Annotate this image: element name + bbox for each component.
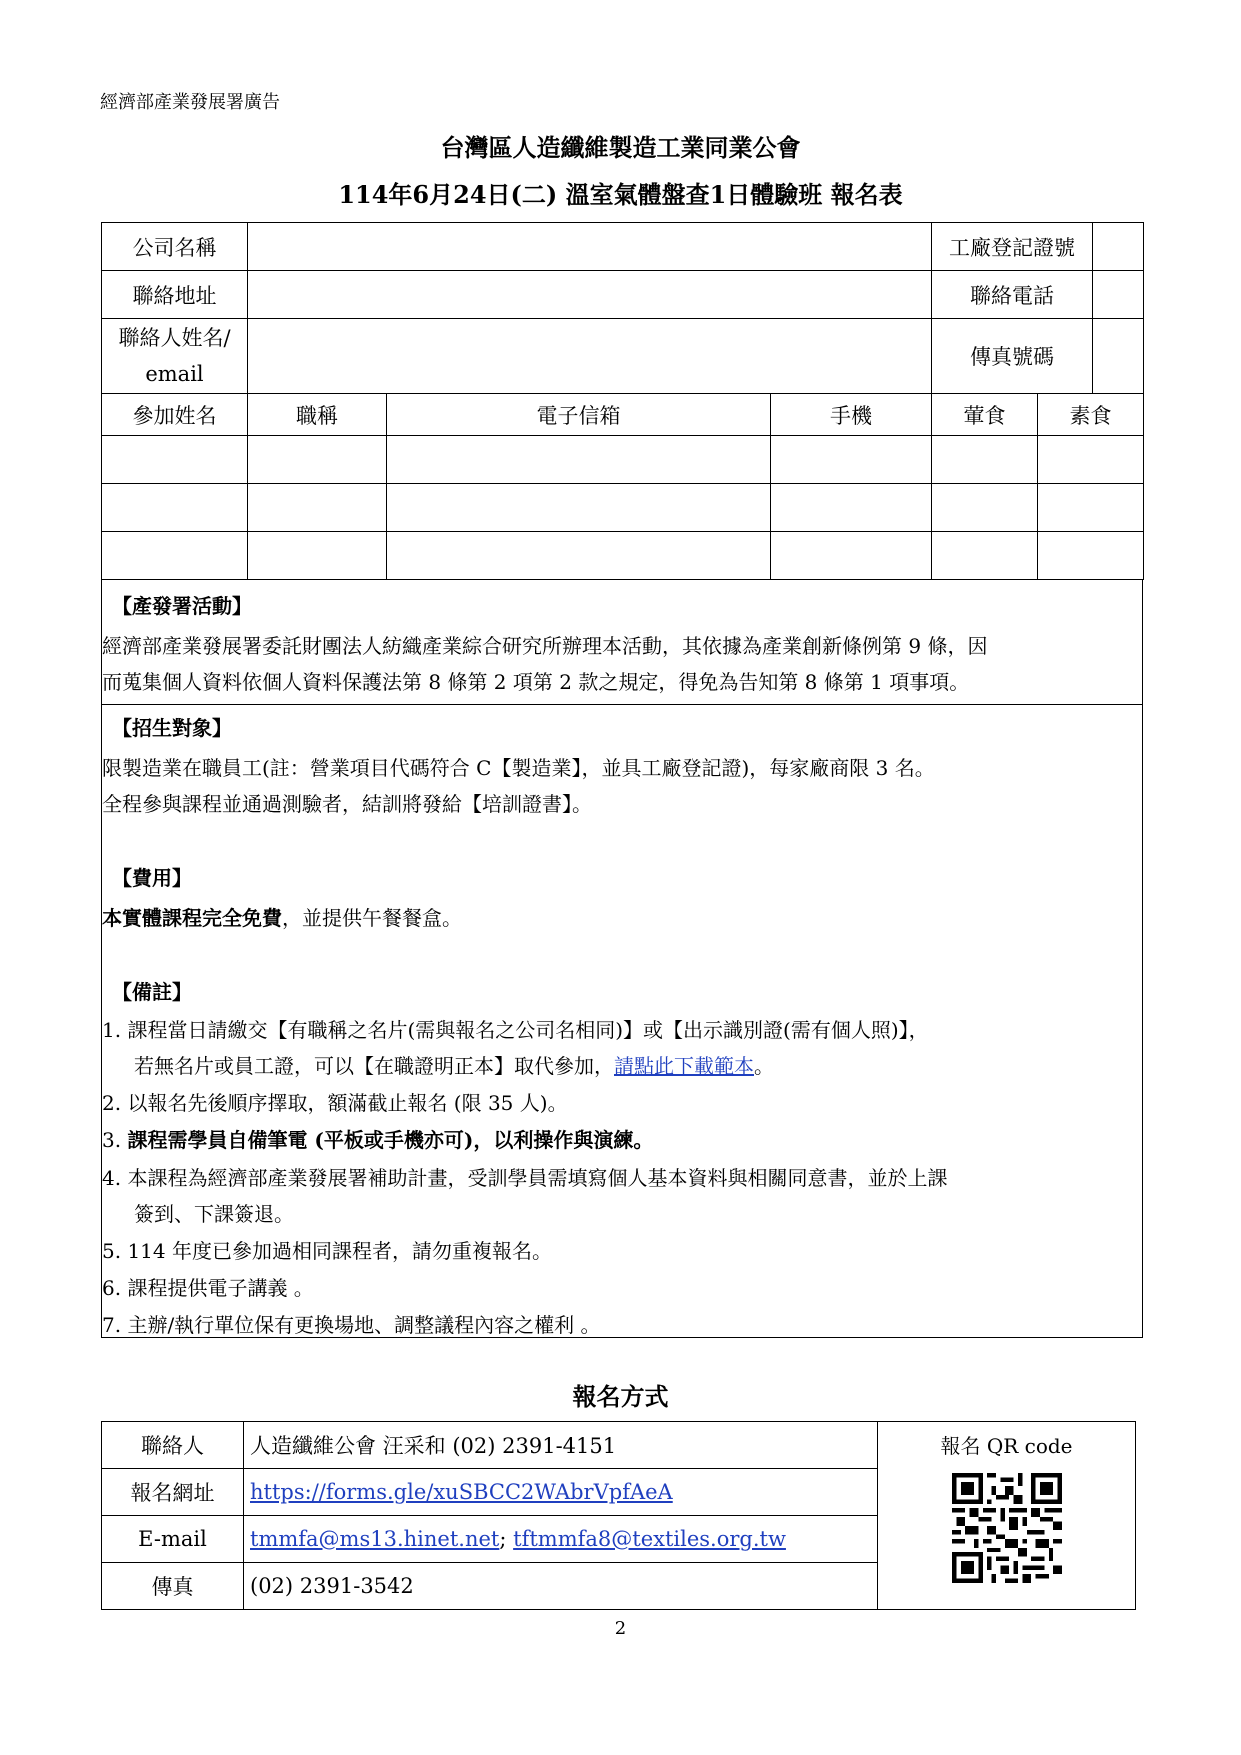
fax-label: 傳真號碼 (932, 319, 1093, 393)
page-number: 2 (614, 1618, 627, 1639)
participant-email-cell[interactable] (387, 532, 771, 580)
qr-code-label: 報名 QR code (940, 1434, 1073, 1458)
column-header-vegetarian-meal: 素食 (1038, 394, 1144, 436)
activity-text-line1: 經濟部產業發展署委託財團法人紡織產業綜合研究所辦理本活動，其依據為產業創新條例第 9 條，因 (102, 634, 988, 658)
participant-mobile-cell[interactable] (771, 484, 932, 532)
target-heading: 【招生對象】 (112, 716, 232, 740)
contact-name-field[interactable] (248, 319, 932, 394)
contact-name-label-text: 聯絡人姓名/ (118, 326, 231, 350)
fax-field[interactable] (1093, 319, 1143, 393)
remark-7: 7. 主辦/執行單位保有更換場地、調整議程內容之權利 。 (102, 1313, 601, 1337)
participant-veg-cell[interactable] (1038, 484, 1144, 532)
phone-label: 聯絡電話 (932, 271, 1093, 318)
activity-heading: 【產發署活動】 (112, 594, 252, 618)
email-link-2[interactable]: tftmmfa8@textiles.org.tw (513, 1527, 786, 1551)
participant-mobile-cell[interactable] (771, 436, 932, 484)
remark-1-line2 (134, 1050, 774, 1079)
table-row (102, 532, 1144, 580)
phone-field[interactable] (1093, 271, 1143, 318)
registration-url-cell (244, 1469, 878, 1516)
participant-name-cell[interactable] (102, 532, 248, 580)
notes-box (101, 580, 1143, 1338)
activity-text-line2: 而蒐集個人資料依個人資料保護法第 8 條第 2 項第 2 款之規定，得免為告知第 8 條第 1 項事項。 (102, 670, 970, 694)
table-row (102, 436, 1144, 484)
remark-3-number: 3. (102, 1128, 128, 1152)
column-header-email: 電子信箱 (387, 394, 771, 436)
address-label: 聯絡地址 (102, 271, 248, 319)
qr-code-icon[interactable] (952, 1473, 1062, 1583)
participant-veg-cell[interactable] (1038, 532, 1144, 580)
fax-number-label: 傳真 (102, 1563, 244, 1610)
remark-4-line2: 簽到、下課簽退。 (134, 1202, 294, 1226)
table-row (102, 484, 1144, 532)
factory-reg-field[interactable] (1093, 223, 1143, 270)
remark-3 (102, 1124, 653, 1153)
participant-title-cell[interactable] (248, 484, 387, 532)
contact-person-label: 聯絡人 (102, 1422, 244, 1469)
registration-method-table (101, 1421, 1136, 1610)
fee-text-bold: 本實體課程完全免費 (102, 906, 282, 930)
participant-name-cell[interactable] (102, 436, 248, 484)
column-header-mobile: 手機 (771, 394, 932, 436)
participant-title-cell[interactable] (248, 436, 387, 484)
participant-meat-cell[interactable] (932, 484, 1038, 532)
activity-section (102, 580, 1142, 705)
registration-method-title: 報名方式 (572, 1382, 669, 1411)
participant-email-cell[interactable] (387, 484, 771, 532)
column-header-title: 職稱 (248, 394, 387, 436)
contact-name-label (102, 319, 248, 394)
remark-4-line1: 4. 本課程為經濟部產業發展署補助計畫，受訓學員需填寫個人基本資料與相關同意書，並於上課 (102, 1166, 948, 1190)
factory-reg-label: 工廠登記證號 (932, 223, 1093, 270)
email-label: E-mail (102, 1516, 244, 1563)
participant-meat-cell[interactable] (932, 436, 1038, 484)
registration-url-link[interactable]: https://forms.gle/xuSBCC2WAbrVpfAeA (250, 1480, 673, 1504)
column-header-name: 參加姓名 (102, 394, 248, 436)
fax-number-value: (02) 2391-3542 (244, 1563, 878, 1610)
fee-text (102, 902, 462, 931)
remark-6: 6. 課程提供電子講義 。 (102, 1276, 314, 1300)
page-subtitle: 114年6月24日(二) 溫室氣體盤查1日體驗班 報名表 (338, 180, 903, 209)
page-title: 台灣區人造纖維製造工業同業公會 (440, 133, 801, 162)
participant-name-cell[interactable] (102, 484, 248, 532)
participant-veg-cell[interactable] (1038, 436, 1144, 484)
qr-code-cell (878, 1422, 1136, 1610)
email-link-1[interactable]: tmmfa@ms13.hinet.net (250, 1527, 500, 1551)
remark-3-bold: 課程需學員自備筆電 (平板或手機亦可)，以利操作與演練。 (127, 1128, 654, 1152)
participant-email-cell[interactable] (387, 436, 771, 484)
remark-5: 5. 114 年度已參加過相同課程者，請勿重複報名。 (102, 1239, 552, 1263)
company-name-label: 公司名稱 (102, 223, 248, 271)
fee-heading: 【費用】 (112, 866, 192, 890)
contact-person-value: 人造纖維公會 汪采和 (02) 2391-4151 (244, 1422, 878, 1469)
target-text-line1: 限製造業在職員工(註：營業項目代碼符合 C【製造業】，並具工廠登記證)，每家廠商限 3 名。 (102, 756, 935, 780)
registration-form-table (101, 222, 1144, 580)
email-separator: ; (499, 1527, 514, 1551)
remark-1-end: 。 (754, 1054, 774, 1078)
participant-meat-cell[interactable] (932, 532, 1038, 580)
remark-2: 2. 以報名先後順序擇取，額滿截止報名 (限 35 人)。 (102, 1091, 568, 1115)
target-text-line2: 全程參與課程並通過測驗者，結訓將發給【培訓證書】。 (102, 792, 592, 816)
remark-1-line2-text: 若無名片或員工證，可以【在職證明正本】取代參加， (134, 1054, 614, 1078)
company-name-field[interactable] (248, 223, 932, 271)
address-field[interactable] (248, 271, 932, 319)
fee-text-rest: ，並提供午餐餐盒。 (282, 906, 462, 930)
column-header-meat-meal: 葷食 (932, 394, 1038, 436)
remark-1-line1: 1. 課程當日請繳交【有職稱之名片(需與報名之公司名相同)】或【出示識別證(需有個人照)】， (102, 1018, 929, 1042)
registration-url-label: 報名網址 (102, 1469, 244, 1516)
participant-title-cell[interactable] (248, 532, 387, 580)
remarks-heading: 【備註】 (112, 980, 192, 1004)
download-template-link[interactable]: 請點此下載範本 (614, 1054, 754, 1078)
page-header-note: 經濟部產業發展署廣告 (100, 92, 280, 113)
contact-email-label-text: email (145, 362, 204, 386)
participant-mobile-cell[interactable] (771, 532, 932, 580)
email-cell (244, 1516, 878, 1563)
